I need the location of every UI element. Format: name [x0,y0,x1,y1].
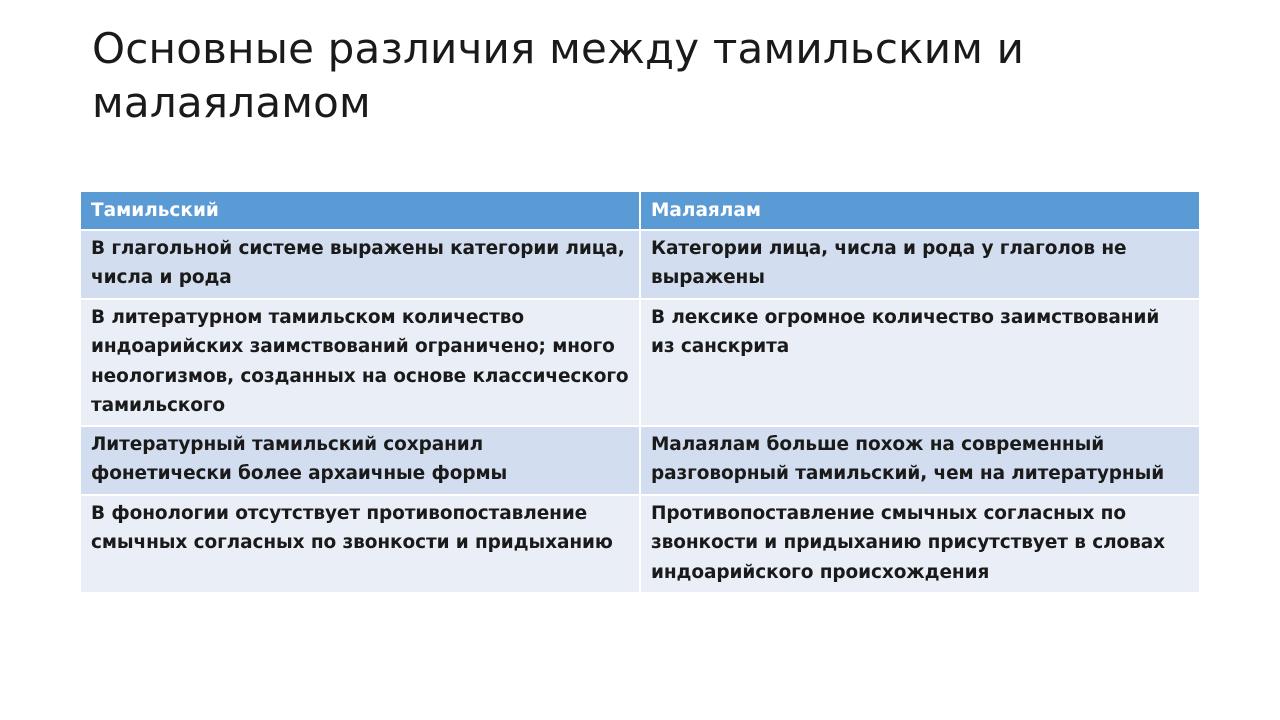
table-row [81,426,1199,495]
slide-title: Основные различия между тамильским и малаяламом [92,24,1025,127]
table-row [81,299,1199,426]
table-cell-malayalam: В лексике огромное количество заимствований из санскрита [640,299,1199,426]
table-cell-malayalam: Категории лица, числа и рода у глаголов не выражены [640,230,1199,299]
table-cell-malayalam: Противопоставление смычных согласных по звонкости и придыханию присутствует в словах индоарийского происхождения [640,495,1199,592]
table-cell-tamil: В литературном тамильском количество индоарийских заимствований ограничено; много неологизмов, созданных на основе классического тамильского [81,299,640,426]
table-row [81,495,1199,592]
column-header-tamil: Тамильский [81,192,640,230]
table-cell-tamil: Литературный тамильский сохранил фонетически более архаичные формы [81,426,640,495]
column-header-malayalam: Малаялам [640,192,1199,230]
table-cell-tamil: В глагольной системе выражены категории лица, числа и рода [81,230,640,299]
table-row [81,230,1199,299]
table-cell-tamil: В фонологии отсутствует противопоставление смычных согласных по звонкости и придыханию [81,495,640,592]
comparison-table [81,192,1199,592]
table-header-row [81,192,1199,230]
table-cell-malayalam: Малаялам больше похож на современный разговорный тамильский, чем на литературный [640,426,1199,495]
